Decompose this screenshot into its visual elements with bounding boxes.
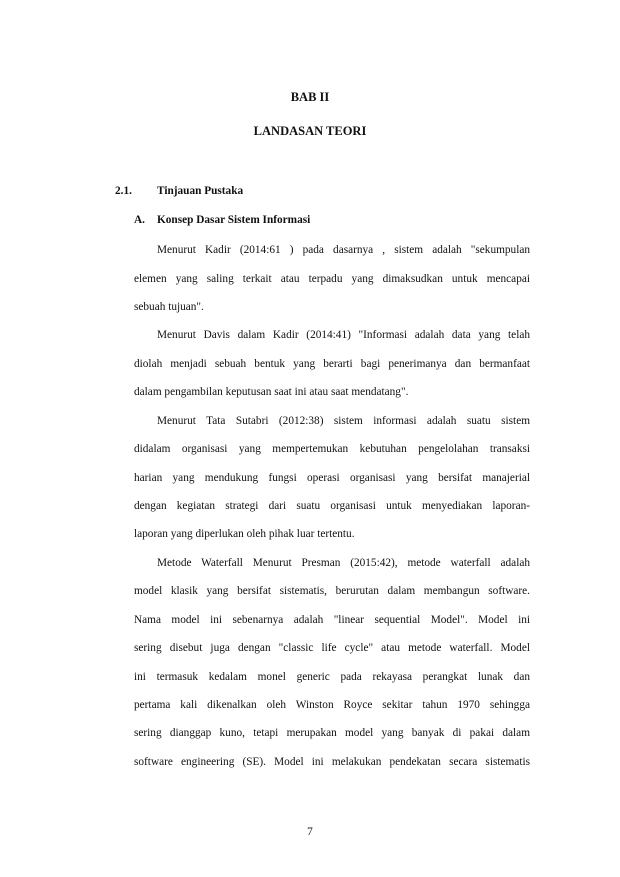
page-number: 7 — [307, 826, 313, 838]
paragraph-1-line-3: sebuah tujuan". — [134, 301, 204, 313]
chapter-heading: LANDASAN TEORI — [253, 124, 367, 138]
subsection-title: Konsep Dasar Sistem Informasi — [157, 214, 311, 226]
section-title: Tinjauan Pustaka — [157, 185, 244, 197]
paragraph-1-line-1: Menurut Kadir (2014:61 ) pada dasarnya , sistem adalah "sekumpulan — [157, 244, 530, 256]
paragraph-4-line-3: Nama model ini sebenarnya adalah "linear sequential Model". Model ini — [134, 614, 530, 626]
paragraph-3-line-2: didalam organisasi yang mempertemukan kebutuhan pengelolahan transaksi — [134, 443, 530, 455]
paragraph-4-line-2: model klasik yang bersifat sistematis, berurutan dalam membangun software. — [134, 585, 530, 597]
paragraph-1-line-2: elemen yang saling terkait atau terpadu yang dimaksudkan untuk mencapai — [134, 273, 530, 285]
paragraph-4-line-5: ini termasuk kedalam monel generic pada rekayasa perangkat lunak dan — [134, 671, 530, 683]
paragraph-2-line-3: dalam pengambilan keputusan saat ini atau saat mendatang". — [134, 386, 409, 398]
paragraph-2-line-2: diolah menjadi sebuah bentuk yang berarti bagi penerimanya dan bermanfaat — [134, 358, 530, 370]
paragraph-4-line-4: sering disebut juga dengan "classic life cycle" atau metode waterfall. Model — [134, 642, 530, 654]
paragraph-4-line-1: Metode Waterfall Menurut Presman (2015:42), metode waterfall adalah — [157, 557, 530, 569]
subsection-marker: A. — [134, 214, 145, 226]
paragraph-4-line-7: sering dianggap kuno, tetapi merupakan model yang banyak di pakai dalam — [134, 727, 530, 739]
paragraph-4-line-8: software engineering (SE). Model ini melakukan pendekatan secara sistematis — [134, 756, 530, 768]
paragraph-3-line-5: laporan yang diperlukan oleh pihak luar tertentu. — [134, 528, 355, 540]
paragraph-3-line-4: dengan kegiatan strategi dari suatu organisasi untuk menyediakan laporan- — [134, 500, 530, 512]
paragraph-3-line-1: Menurut Tata Sutabri (2012:38) sistem informasi adalah suatu sistem — [157, 415, 530, 427]
chapter-label: BAB II — [290, 90, 330, 104]
paragraph-3-line-3: harian yang mendukung fungsi operasi organisasi yang bersifat manajerial — [134, 472, 530, 484]
section-number: 2.1. — [115, 185, 132, 197]
paragraph-2-line-1: Menurut Davis dalam Kadir (2014:41) "Informasi adalah data yang telah — [157, 329, 530, 341]
paragraph-4-line-6: pertama kali dikenalkan oleh Winston Royce sekitar tahun 1970 sehingga — [134, 699, 530, 711]
